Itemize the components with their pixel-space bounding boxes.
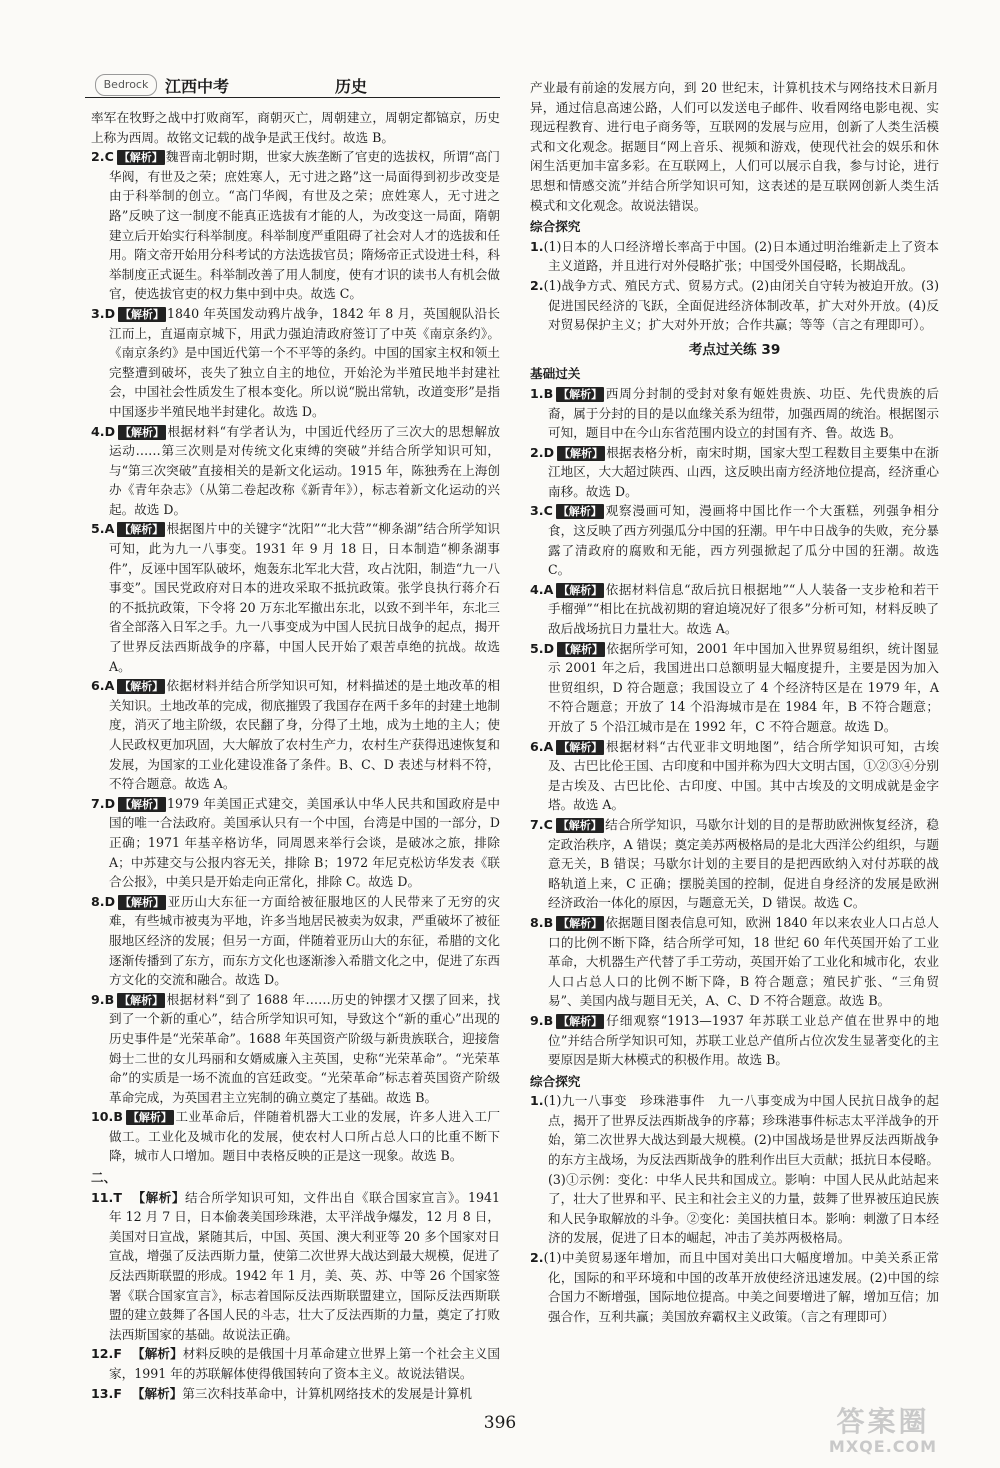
analysis-label: 【解析】 (557, 818, 602, 832)
answer-text: (1)中美贸易逐年增加，而且中国对美出口大幅度增加。中美关系正常化，国际的和平环境和中国的改革开放使经济迅速发展。(2)中国的综合国力不断增强，国际地位提高。中美之间要增进了解，增加互信；加强合作，互利共赢；美国放弃霸权主义政策。（言之有理即可） (543, 1250, 939, 1324)
question-number: 7. (530, 816, 544, 832)
question-number: 4. (530, 581, 544, 597)
question-number: 9. (91, 991, 105, 1007)
answer-choice: D (104, 423, 116, 439)
analysis-label: 【解析】 (118, 151, 163, 165)
question-number: 13. (91, 1385, 114, 1401)
question-number: 8. (530, 914, 544, 930)
answer-continuation: 率军在牧野之战中打败商军，商朝灭亡，周朝建立，周朝定都镐京，历史上称为西周。故铭文记载的战争是武王伐纣。故选 B。 (91, 110, 500, 145)
answer-text: 依据所学可知，2001 年中国加入世界贸易组织，统计图显示 2001 年之后，我国进出口总额明显大幅度提升，主要是因为加入世贸组织，D 符合题意；我国设立了 4 个经济特区是在 1979 年，A 不符合题意；开放了 14 个沿海城市是在 1984 年，B 不符合题意；开放了 5 个沿江城市是在 1992 年，C 不符合题意。故选 D。 (548, 640, 939, 734)
answer-item (91, 990, 500, 1108)
question-number: 5. (530, 640, 544, 656)
analysis-label: 【解析】 (558, 1014, 603, 1028)
answer-choice: T (113, 1189, 122, 1205)
answer-choice: A (104, 521, 115, 537)
question-number: 11. (91, 1189, 114, 1205)
answer-text: 材料反映的是俄国十月革命建立世界上第一个社会主义国家，1991 年的苏联解体使得俄国转向了资本主义。故说法错误。 (109, 1346, 501, 1381)
analysis-label: 【解析】 (559, 642, 604, 656)
answer-choice: D (543, 444, 555, 460)
section-title: 考点过关练 39 (688, 341, 781, 358)
answer-item (530, 913, 939, 1011)
answer-text: 仔细观察“1913—1937 年苏联工业总产值在世界中的地位”并结合所学知识可知，苏联工业总产值所占位次发生显著变化的主要原因是斯大林模式的积极作用。故选 B。 (548, 1012, 939, 1068)
analysis-label: 【解析】 (559, 446, 604, 460)
answer-text: 1979 年美国正式建交，美国承认中华人民共和国政府是中国的唯一合法政府。美国承认只有一个中国，台湾是中国的一部分，D 正确；1971 年基辛格访华，同周恩来举行会谈，是破冰之旅，排除 A；中苏建交与公报内容无关，排除 B；1972 年尼克松访华发表《联合公报》，中美只是开始走向正常化，排除 C。故选 D。 (109, 795, 500, 890)
section-subheading: 综合探究 (530, 219, 581, 235)
answer-choice: B (543, 1012, 554, 1028)
question-number: 12. (91, 1346, 114, 1362)
right-column (530, 78, 939, 1326)
analysis-label: 【解析】 (558, 740, 603, 754)
question-number: 2. (91, 149, 105, 165)
answer-text: (1)战争方式、殖民方式、贸易方式。(2)由闭关自守转为被迫开放。(3)促进国民经济的飞跃，全面促进经济体制改革，扩大对外开放。(4)反对贸易保护主义；扩大对外开放；合作共赢；等等（言之有理即可）。 (543, 277, 939, 333)
watermark-url: MXQE.COM (828, 1437, 938, 1456)
answer-item (530, 237, 939, 276)
analysis-label: 【解析】 (558, 583, 603, 597)
answer-item (91, 519, 500, 676)
answer-item (530, 737, 939, 815)
analysis-label: 【解析】 (119, 680, 164, 694)
answer-item (530, 1248, 939, 1326)
analysis-label: 【解析】 (131, 1189, 186, 1205)
answer-choice: A (543, 738, 554, 754)
answer-choice: F (113, 1385, 122, 1401)
analysis-label: 【解析】 (120, 307, 165, 321)
answer-text: 结合所学知识，马歇尔计划的目的是帮助欧洲恢复经济，稳定政治秩序，A 错误；奠定美苏两极格局的是北大西洋公约组织，与题意无关，B 错误；马歇尔计划的主要目的是把西欧纳入对付苏联的战略轨道上来，C 正确；摆脱美国的控制，促进自身经济的发展是欧洲经济政治一体化的原因，与题意无关，D 错误。故选 C。 (548, 816, 939, 911)
question-number: 1. (530, 385, 544, 401)
answer-text: 工业革命后，伴随着机器大工业的发展，许多人进入工厂做工。工业化及城市化的发展，使农村人口所占总人口的比重不断下降，城市人口增加。题目中表格反映的正是这一现象。故选 B。 (109, 1109, 500, 1164)
section-subheading: 基础过关 (530, 366, 581, 382)
question-number: 1. (530, 1093, 544, 1109)
answer-continuation: 产业最有前途的发展方向，到 20 世纪末，计算机技术与网络技术日新月异，通过信息高速公路，人们可以发送电子邮件、收看网络电影电视、实现远程教育、进行电子商务等，互联网的发展与应用，创新了人类生活模式和文化观念。据题目“网上音乐、视频和游戏，使现代社会的娱乐和休闲生活更加丰富多彩。在互联网上，人们可以展示自我，参与讨论，进行思想和情感交流”并结合所学知识可知，这表述的是互联网创新人类生活模式和文化观念。故说法错误。 (530, 80, 939, 213)
answer-choice: B (113, 1109, 123, 1125)
question-number: 6. (91, 678, 105, 694)
answer-text: 根据材料“到了 1688 年……历史的钟摆才又摆了回来，找到了一个新的重心”，结合所学知识可知，导致这个“新的重心”出现的历史事件是“光荣革命”。1688 年英国资产阶级与新贵族联合，迎接詹姆士二世的女儿玛丽和女婿威廉入主英国，史称“光荣革命”。“光荣革命”的实质是一场不流血的宫廷政变。“光荣革命”标志着英国资产阶级革命完成，为英国君主立宪制的确立奠定了基础。故选 B。 (109, 991, 500, 1105)
question-number: 6. (530, 738, 544, 754)
question-number: 9. (530, 1012, 544, 1028)
answer-item (91, 794, 500, 892)
question-number: 8. (91, 893, 105, 909)
answer-text: 1840 年英国发动鸦片战争，1842 年 8 月，英国舰队沿长江而上，直逼南京城下，用武力强迫清政府签订了中英《南京条约》。《南京条约》是中国近代第一个不平等的条约。中国的国家主权和领土完整遭到破坏，丧失了独立自主的地位，开始沦为半殖民地半封建社会，中国社会性质发生了根本变化。所以说“脱出常轨，改道变形”是指中国逐步半殖民地半封建化。故选 D。 (109, 305, 500, 419)
question-number: 2. (530, 444, 544, 460)
answer-item (530, 815, 939, 913)
answer-item (530, 1091, 939, 1248)
answer-item (91, 1344, 500, 1383)
answer-item (91, 422, 500, 520)
answer-choice: D (104, 795, 116, 811)
answer-choice: D (104, 893, 116, 909)
answer-choice: D (104, 305, 116, 321)
answer-item (91, 304, 500, 422)
answer-text: 根据材料“有学者认为，中国近代经历了三次大的思想解放运动……第三次则是对传统文化束缚的突破”并结合所学知识可知，与“第三次突破”直接相关的是新文化运动。1915 年，陈独秀在上海创办《青年杂志》（从第二卷起改称《新青年》），标志着新文化运动的兴起。故选 D。 (109, 423, 500, 517)
analysis-label: 【解析】 (120, 895, 165, 909)
answer-text: 结合所学知识可知，文件出自《联合国家宣言》。1941 年 12 月 7 日，日本偷袭美国珍珠港，太平洋战争爆发，12 月 8 日，美国对日宣战，紧随其后，中国、英国、澳大利亚等 20 多个国家对日宣战，增强了反法西斯力量，使第二次世界大战达到最大规模，促进了反法西斯联盟的形成。1942 年 1 月，美、英、苏、中等 26 个国家签署《联合国家宣言》，标志着国际反法西斯联盟建立，国际反法西斯联盟的建立鼓舞了各国人民的斗志，壮大了反法西斯的力量，奠定了打败法西斯国家的基础。故说法正确。 (109, 1189, 500, 1342)
exam-name: 江西中考 (165, 77, 230, 96)
answer-item (530, 1011, 939, 1070)
section-subheading: 综合探究 (530, 1073, 581, 1089)
answer-item (91, 892, 500, 990)
answer-item (91, 1188, 500, 1345)
answer-text: 根据材料“古代亚非文明地图”，结合所学知识可知，古埃及、古巴比伦王国、古印度和中国并称为四大文明古国，①②③④分别是古埃及、古巴比伦、古印度、中国。其中古埃及的文明成就是金字塔。故选 A。 (548, 738, 939, 813)
answer-choice: F (113, 1346, 122, 1362)
analysis-label: 【解析】 (558, 387, 603, 401)
answer-choice: A (104, 678, 115, 694)
answer-choice: C (543, 816, 553, 832)
answer-text: 观察漫画可知，漫画将中国比作一个大蛋糕，列强争相分食，这反映了西方列强瓜分中国的狂潮。甲午中日战争的失败，充分暴露了清政府的腐败和无能，西方列强掀起了瓜分中国的狂潮。故选 C。 (548, 503, 939, 578)
header-rule (85, 97, 500, 98)
watermark-text: 答案圈 (836, 1405, 930, 1438)
page-number: 396 (483, 1413, 517, 1433)
answer-item (91, 676, 500, 794)
analysis-label: 【解析】 (558, 916, 603, 930)
answer-item (91, 147, 500, 304)
answer-item (530, 639, 939, 737)
answer-choice: B (104, 991, 115, 1007)
question-number: 2. (530, 1250, 544, 1266)
subject-name: 历史 (335, 77, 368, 96)
answer-text: 亚历山大东征一方面给被征服地区的人民带来了无穷的灾难，有些城市被夷为平地，许多当地居民被卖为奴隶，严重破坏了被征服地区经济的发展；但另一方面，伴随着亚历山大的东征，希腊的文化逐渐传播到了东方，而东方文化也逐渐渗入希腊文化之中，促进了东西方文化的交流和融合。故选 D。 (109, 893, 500, 988)
answer-choice: D (543, 640, 555, 656)
page-header (85, 72, 500, 98)
analysis-label: 【解析】 (119, 523, 164, 537)
left-column (91, 108, 500, 1403)
question-number: 3. (530, 503, 544, 519)
question-number: 7. (91, 795, 105, 811)
question-number: 10. (91, 1109, 114, 1125)
question-number: 2. (530, 277, 544, 293)
question-number: 5. (91, 521, 105, 537)
analysis-label: 【解析】 (120, 425, 165, 439)
question-number: 3. (91, 305, 105, 321)
answer-text: 西周分封制的受封对象有姬姓贵族、功臣、先代贵族的后裔，属于分封的目的是以血缘关系为纽带，加强西周的统治。根据图示可知，题目中在今山东省范围内设立的封国有齐、鲁。故选 B。 (548, 385, 939, 441)
answer-text: 依据材料并结合所学知识可知，材料描述的是土地改革的相关知识。土地改革的完成，彻底摧毁了我国存在两千多年的封建土地制度，消灭了地主阶级，农民翻了身，分得了土地，成为土地的主人；使人民政权更加巩固，大大解放了农村生产力，农村生产获得迅速恢复和发展，为国家的工业化建设准备了条件。B、C、D 表述与材料不符，不符合题意。故选 A。 (109, 678, 500, 792)
answer-item (530, 384, 939, 443)
answer-text: 依据题目图表信息可知，欧洲 1840 年以来农业人口占总人口的比例不断下降，结合所学可知，18 世纪 60 年代英国开始了工业革命，大机器生产代替了手工劳动，英国开始了工业化和城市化，农业人口占总人口的比例不断下降，B 符合题意；殖民扩张、“三角贸易”、美国内战与题目无关，A、C、D 不符合题意。故选 B。 (548, 914, 939, 1009)
answer-text: 第三次科技革命中，计算机网络技术的发展是计算机 (182, 1385, 472, 1401)
answer-text: (1)九一八事变 珍珠港事件 九一八事变成为中国人民抗日战争的起点，揭开了世界反法西斯战争的序幕；珍珠港事件标志太平洋战争的开始，第二次世界大战达到最大规模。(2)中国战场是世界反法西斯战争的东方主战场，为反法西斯战争的胜利作出巨大贡献；抵抗日本侵略。(3)①示例：变化：中华人民共和国成立。影响：中国人民从此站起来了，壮大了世界和平、民主和社会主义的力量，鼓舞了世界被压迫民族和人民争取解放的斗争。②变化：美国扶植日本。影响：刺激了日本经济的发展，促进了日本的崛起，冲击了美苏两极格局。 (543, 1093, 939, 1246)
answer-item (530, 580, 939, 639)
answer-choice: B (543, 385, 554, 401)
answer-choice: B (543, 914, 554, 930)
answer-text: 依据材料信息“敌后抗日根据地”“人人装备一支步枪和若干手榴弹”“相比在抗战初期的窘迫境况好了很多”分析可知，材料反映了敌后战场抗日力量壮大。故选 A。 (548, 581, 939, 637)
answer-item (91, 1384, 500, 1404)
watermark-logo (808, 1406, 958, 1458)
analysis-label: 【解析】 (119, 993, 164, 1007)
question-number: 4. (91, 423, 105, 439)
answer-choice: C (543, 503, 553, 519)
answer-text: (1)日本的人口经济增长率高于中国。(2)日本通过明治维新走上了资本主义道路，并且进行对外侵略扩张；中国受外国侵略，长期战乱。 (543, 238, 939, 274)
answer-item (530, 443, 939, 502)
section-subheading: 二、 (91, 1170, 117, 1186)
analysis-label: 【解析】 (120, 797, 165, 811)
analysis-label: 【解析】 (131, 1346, 183, 1362)
answer-text: 根据表格分析，南宋时期，国家大型工程数目主要集中在浙江地区，大大超过陕西、山西，这反映出南方经济地位提高，经济重心南移。故选 D。 (548, 444, 939, 499)
analysis-label: 【解析】 (127, 1111, 172, 1125)
analysis-label: 【解析】 (131, 1385, 183, 1401)
answer-choice: A (543, 581, 554, 597)
question-number: 1. (530, 238, 544, 254)
answer-choice: C (104, 149, 114, 165)
answer-text: 根据图片中的关键字“沈阳”“北大营”“柳条湖”结合所学知识可知，此为九一八事变。1931 年 9 月 18 日，日本制造“柳条湖事件”，反诬中国军队破坏，炮轰东北军北大营，攻占沈阳，制造“九一八事变”。国民党政府对日本的进攻采取不抵抗政策。张学良执行蒋介石的不抵抗政策，下令将 20 万东北军撤出东北，以致不到半年，东北三省全部落入日军之手。九一八事变成为中国人民抗日战争的起点，揭开了世界反法西斯战争的序幕，中国人民开始了艰苦卓绝的抗战。故选 A。 (109, 521, 500, 674)
answer-item (530, 501, 939, 579)
answer-item (530, 276, 939, 335)
publisher-logo: Bedrock (95, 74, 157, 96)
analysis-label: 【解析】 (557, 505, 602, 519)
answer-text: 魏晋南北朝时期，世家大族垄断了官吏的选拔权，所谓“高门华阀，有世及之荣；庶姓寒人，无寸进之路”这一局面得到初步改变是由于科举制的创立。“高门华阀，有世及之荣；庶姓寒人，无寸进之路”反映了这一制度不能真正选拔有才能的人，为改变这一局面，隋朝建立后开始实行科举制度。科举制度严重阻碍了社会对人才的选拔和任用。隋文帝开始用分科考试的方法选拔官员；隋炀帝正式设进士科，科举制度正式诞生。科举制改善了用人制度，使有才识的读书人有机会做官，使选拔官吏的权力集中到中央。故选 C。 (109, 149, 500, 302)
answer-item (91, 1107, 500, 1166)
